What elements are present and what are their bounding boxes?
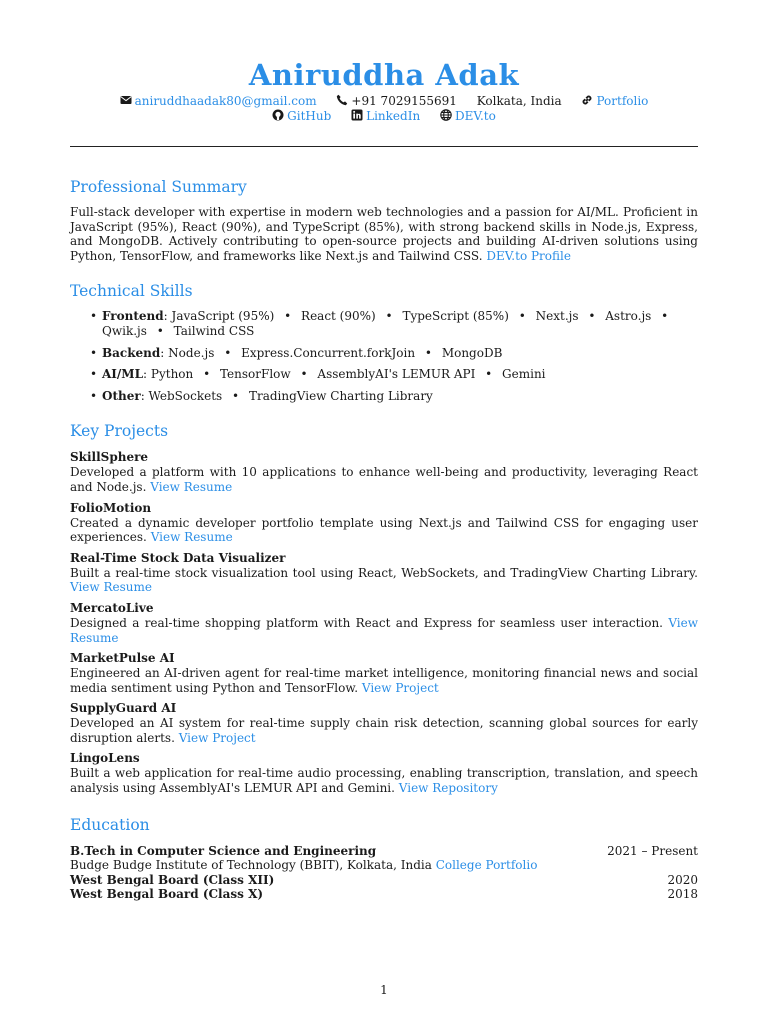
devto-contact[interactable] [440,109,496,124]
skill-item: Gemini [502,367,546,382]
project-description: Engineered an AI-driven agent for real-time market intelligence, monitoring financial news and social media sentiment using Python and TensorFlow. [70,666,698,695]
project-title: SupplyGuard AI [70,701,177,716]
class-xii-title: West Bengal Board (Class XII) [70,872,275,887]
degree-date: 2021 – Present [607,843,698,858]
skill-item: TypeScript (85%) [402,309,509,324]
location-text: Kolkata, India [476,94,562,108]
github-contact[interactable] [272,109,331,124]
project-link[interactable]: View Project [361,680,439,695]
project-description-line [70,716,698,745]
skill-item: WebSockets [148,388,223,403]
degree-school: Budge Budge Institute of Technology (BBIT), Kolkata, India [70,858,432,873]
project-title: MarketPulse AI [70,651,175,666]
bullet-separator: • [284,309,292,324]
project-link[interactable]: View Resume [70,580,152,595]
project-item [70,751,698,795]
degree-school-line [70,858,698,873]
resume-page [70,56,698,902]
project-title: FolioMotion [70,500,152,515]
skill-group-label: Frontend [102,309,164,324]
college-portfolio-link[interactable]: College Portfolio [435,858,538,873]
summary-heading: Professional Summary [70,178,247,196]
class-x-title: West Bengal Board (Class X) [70,887,264,902]
skill-item: TensorFlow [219,367,291,382]
project-link[interactable]: View Repository [398,781,498,796]
education-section [70,815,698,902]
education-row-x [70,887,698,902]
education-row-btech [70,844,698,859]
summary-paragraph [70,205,698,263]
education-heading: Education [70,815,150,834]
bullet-separator: • [232,388,240,403]
skill-group-label: Other [102,388,141,403]
skill-item: Astro.js [605,309,652,324]
project-link[interactable]: View Resume [150,479,233,494]
bullet-separator: • [485,367,493,382]
project-description: Built a real-time stock visualization tool using React, WebSockets, and TradingView Charting Library. [70,565,698,580]
project-item [70,701,698,745]
skill-item: Next.js [535,309,579,324]
project-title: Real-Time Stock Data Visualizer [70,550,286,565]
bullet-separator: • [224,345,232,360]
skills-heading: Technical Skills [70,282,193,301]
skill-group: • Backend: Node.js • Express.Concurrent.forkJoin • MongoDB [70,346,698,361]
project-description-line [70,516,698,545]
project-item [70,450,698,494]
project-link[interactable]: View Resume [150,530,233,545]
degree-title: B.Tech in Computer Science and Engineering [70,843,377,858]
project-description: Developed an AI system for real-time supply chain risk detection, scanning global sources for early disruption alerts. [70,716,698,745]
github-icon [272,109,284,121]
summary-text: Full-stack developer with expertise in modern web technologies and a passion for AI/ML. Proficient in JavaScript (95%), React (90%), and TypeScript (85%), with strong backend skills in Node.js, Express, and MongoDB. Actively contributing to open-source projects and building AI-driven solutions using Python, TensorFlow, and frameworks like Next.js and Tailwind CSS. [70,205,698,263]
envelope-icon [120,94,132,106]
skill-group-label: AI/ML [102,367,144,382]
skill-item: AssemblyAI's LEMUR API [317,367,476,382]
phone-number: +91 7029155691 [351,94,457,108]
skill-item: TradingView Charting Library [248,388,433,403]
skill-group: • Other: WebSockets • TradingView Charting Library [70,389,698,404]
page-number: 1 [380,983,388,997]
portfolio-link[interactable]: Portfolio [596,94,649,108]
linkedin-contact[interactable] [351,109,420,124]
project-title: LingoLens [70,751,140,766]
phone-icon [336,94,348,106]
project-description-line [70,616,698,645]
bullet-separator: • [300,367,308,382]
skills-list [70,309,698,403]
skills-section [70,281,698,403]
class-xii-date: 2020 [667,872,698,887]
skill-item: Node.js [168,345,215,360]
skill-item: Qwik.js [102,323,147,338]
skill-item: Python [150,367,194,382]
project-item [70,651,698,695]
bullet-separator: • [156,323,164,338]
education-list [70,844,698,902]
skill-group-label: Backend [102,345,161,360]
skill-item: MongoDB [441,345,503,360]
portfolio-contact[interactable] [581,94,648,109]
skill-item: JavaScript (95%) [171,309,275,324]
devto-profile-link[interactable]: DEV.to Profile [486,248,571,263]
link-icon [581,94,593,106]
project-link[interactable]: View Project [178,730,256,745]
skill-item: Tailwind CSS [173,323,255,338]
skill-item: Express.Concurrent.forkJoin [241,345,416,360]
class-x-date: 2018 [667,887,698,902]
project-description-line [70,465,698,494]
bullet-separator: • [588,309,596,324]
github-link[interactable]: GitHub [287,109,332,123]
project-description-line [70,566,698,595]
project-item [70,501,698,545]
education-row-xii [70,873,698,888]
project-description: Developed a platform with 10 applications to enhance well-being and productivity, leveraging React and Node.js. [70,465,698,494]
project-link[interactable]: View Resume [70,615,698,645]
project-item [70,551,698,595]
skill-group: • AI/ML: Python • TensorFlow • AssemblyAI's LEMUR API • Gemini [70,367,698,382]
project-title: SkillSphere [70,450,149,465]
bullet-separator: • [661,309,669,324]
linkedin-icon [351,109,363,121]
projects-section [70,421,698,795]
globe-icon [440,109,452,121]
email-contact[interactable] [120,94,317,109]
skill-item: React (90%) [301,309,376,324]
skill-group: • Frontend: JavaScript (95%) • React (90%) • TypeScript (85%) • Next.js • Astro.js • Qwik.js • Tailwind CSS [70,309,698,338]
summary-section [70,177,698,263]
bullet-separator: • [203,367,211,382]
linkedin-link[interactable]: LinkedIn [366,109,421,123]
contact-line-1 [70,94,698,109]
resume-name: Aniruddha Adak [248,58,520,92]
projects-list [70,450,698,795]
project-description: Built a web application for real-time audio processing, enabling transcription, translation, and speech analysis using AssemblyAI's LEMUR API and Gemini. [70,766,698,796]
phone-contact [336,94,457,109]
contact-line-2 [70,109,698,124]
bullet-separator: • [518,309,526,324]
devto-link[interactable]: DEV.to [455,109,496,123]
project-description-line [70,666,698,695]
projects-heading: Key Projects [70,422,169,441]
bullet-separator: • [385,309,393,324]
email-link[interactable]: aniruddhaadak80@gmail.com [134,94,317,108]
project-description: Created a dynamic developer portfolio template using Next.js and Tailwind CSS for engaging user experiences. [70,515,698,545]
project-title: MercatoLive [70,600,154,615]
project-description-line [70,766,698,795]
header-divider [70,146,698,147]
project-item [70,601,698,645]
project-description: Designed a real-time shopping platform with React and Express for seamless user interaction. [70,615,663,630]
bullet-separator: • [424,345,432,360]
